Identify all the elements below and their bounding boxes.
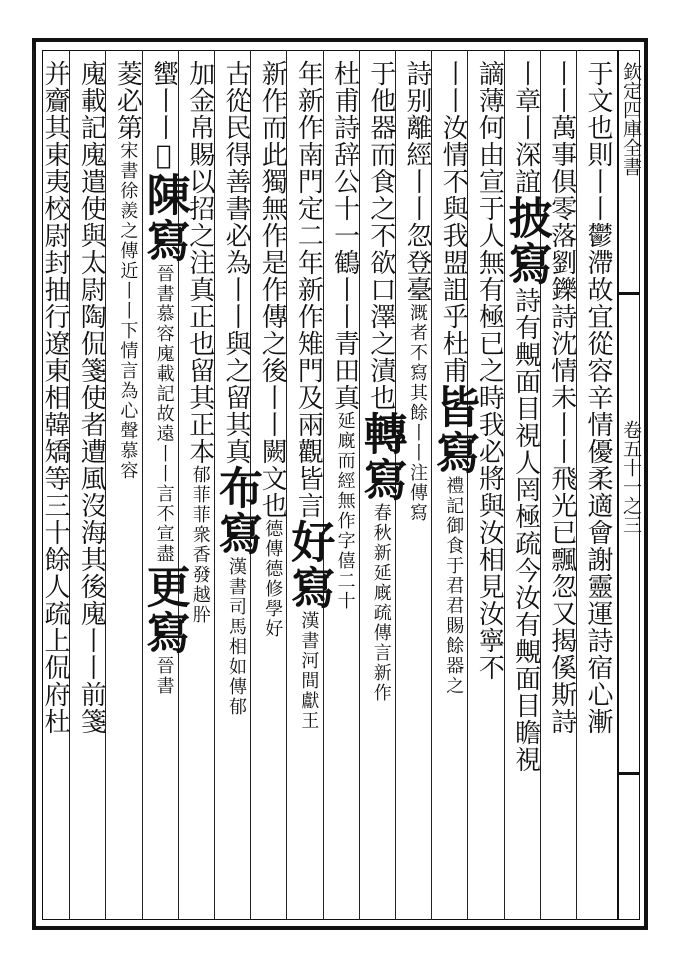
text-column (211, 60, 262, 717)
entry-heading: 好寫 (283, 519, 335, 611)
text-column (180, 60, 220, 625)
column-text: 晉書 (153, 656, 175, 696)
fishtail-mark-bottom (618, 772, 640, 775)
column-text: 蠁丨丨𪫱 (148, 60, 179, 172)
column-text: 菱必第 (112, 60, 143, 141)
text-column (542, 60, 582, 735)
column-text: 丨章丨深誼 (510, 60, 541, 195)
column-text: 杜甫詩辞公十一鶴丨丨青田真 (329, 60, 360, 411)
margin-volume: 卷五十一之三 (620, 420, 642, 534)
column-text: 郁菲菲衆香發越肸 (189, 465, 211, 625)
text-column (71, 60, 111, 735)
fishtail-mark-top (618, 292, 640, 295)
column-text: 春秋新延廐疏傳言新作 (370, 503, 392, 703)
margin-title: 欽定四庫全書 (620, 62, 642, 176)
column-text: 加金帛賜以招之注真正也留其正本 (184, 60, 215, 465)
column-text: 漢書河間獻王 (298, 611, 320, 731)
text-column (500, 60, 552, 773)
text-column (107, 60, 147, 481)
text-column (355, 60, 407, 703)
entry-heading: 皆寫 (428, 384, 480, 476)
text-column (35, 60, 75, 735)
column-text: 延廐而經無作字僖二十 (334, 411, 356, 611)
column-text: 并齎其東夷校尉封抽行遼東相韓矯等三十餘人疏上侃府杜 (40, 60, 70, 735)
column-text: 禮記御食于君君賜餘器之 (443, 476, 465, 696)
column-text: 新作而此獨無作是作傳之後丨丨闕文也 (257, 60, 288, 519)
column-text: 晉書慕容廆載記故遠丨丨言不宣盡 (153, 264, 175, 564)
text-column (283, 60, 335, 731)
column-text: 于文也則丨丨鬱滯故宜從容辛情優柔適會謝靈運詩宿心漸 (583, 60, 613, 735)
entry-heading: 布寫 (211, 465, 262, 557)
text-column (428, 60, 480, 696)
column-text: 德傳德修學好 (262, 519, 284, 639)
column-text: 溉者不寫其餘丨丨注傳寫 (407, 303, 428, 523)
column-text: 宋書徐羨之傳近丨丨下情言為心聲 (117, 141, 139, 441)
column-text: 漢書司馬相如傳郁 (226, 557, 247, 717)
column-text: 丨丨萬事俱零落劉鑠詩沈情未丨丨飛光已飄忽又揭傒斯詩 (546, 60, 577, 735)
column-text: 丨丨汝情不與我盟詛乎杜甫 (438, 60, 469, 384)
text-column (578, 60, 618, 735)
column-text: 謫薄何由宣 (474, 60, 505, 195)
column-text: 詩有覥面目視人罔極疏今汝有覥面目瞻視 (510, 287, 541, 773)
text-column (469, 60, 509, 681)
column-text: 慕容 (117, 441, 139, 481)
column-rule (33, 50, 34, 920)
entry-heading: 更寫 (138, 564, 190, 656)
column-text: 廆載記廆遣使與太尉陶侃箋使者遭風沒海其後廆丨丨前箋 (76, 60, 107, 735)
column-text: 詩别離經丨丨忽登臺 (402, 60, 432, 303)
column-text: 于人無有極已之時我必將與汝相見汝寧不 (474, 195, 505, 681)
text-column (138, 60, 190, 696)
column-text: 古從民得善書必為丨丨與之留其真 (221, 60, 251, 465)
entry-heading: 披寫 (500, 195, 552, 287)
entry-heading: 陳寫 (138, 172, 190, 264)
column-text: 年新作南門定二年新作雉門及兩觀皆言 (293, 60, 324, 519)
entry-heading: 轉寫 (355, 411, 407, 503)
column-text: 于他器而食之不欲口澤之漬也 (365, 60, 396, 411)
